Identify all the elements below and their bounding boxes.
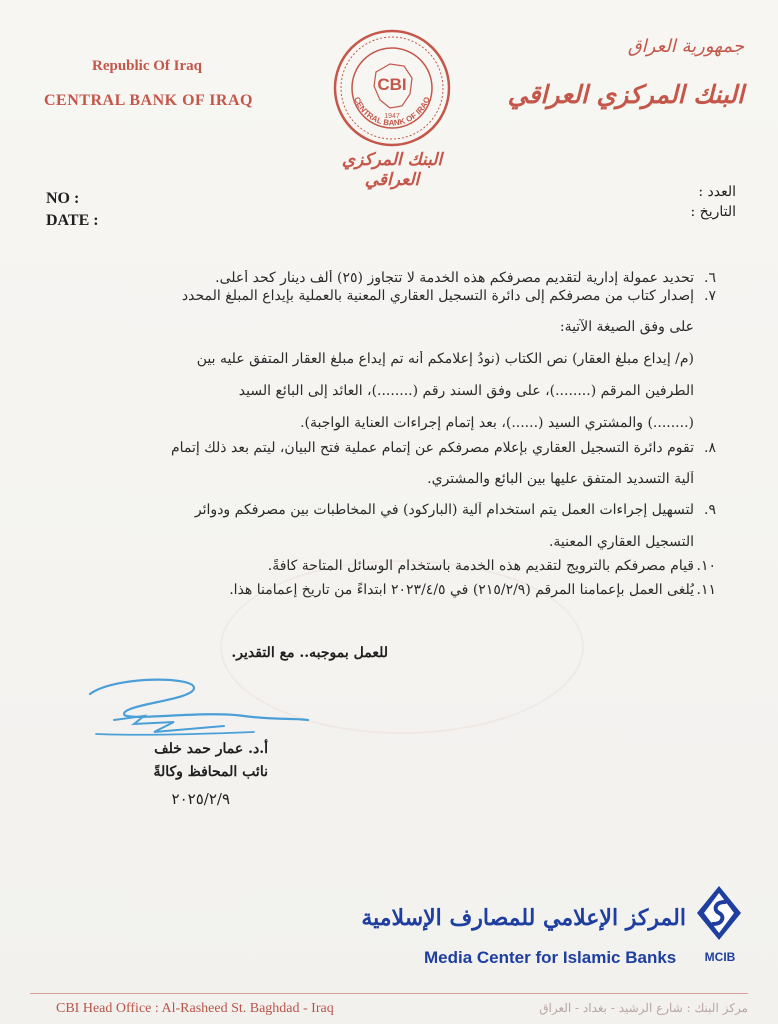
clause-number: ١٠. [696, 558, 716, 574]
number-label-en: NO : [46, 190, 80, 207]
cbi-seal-logo [332, 28, 452, 148]
clause-number: ٧. [704, 288, 716, 304]
mcib-logo-icon [695, 884, 743, 942]
date-label-ar: التاريخ : [690, 204, 736, 220]
signature-date: ٢٠٢٥/٢/٩ [171, 790, 230, 808]
mcib-arabic-name: المركز الإعلامي للمصارف الإسلامية [361, 905, 686, 931]
clause-number: ١١. [696, 582, 716, 598]
date-label-en: DATE : [46, 212, 99, 229]
clause-line: تحديد عمولة إدارية لتقديم مصرفكم هذه الخدمة لا تتجاوز (٢٥) ألف دينار كحد أعلى. [215, 270, 694, 286]
mcib-logo-text: MCIB [704, 950, 736, 964]
seal-center-text: CBI [377, 75, 407, 94]
clause-7 [106, 288, 716, 440]
clause-line: (م/ إيداع مبلغ العقار) نص الكتاب (نودُ إعلامكم أنه تم إيداع مبلغ العقار المتفق عليه بين [196, 351, 694, 367]
header-en-bank: CENTRAL BANK OF IRAQ [44, 92, 253, 109]
clause-10 [106, 558, 716, 582]
footer-address-en: CBI Head Office : Al-Rasheed St. Baghdad - Iraq [56, 1001, 334, 1016]
header-en-republic: Republic Of Iraq [92, 58, 203, 74]
header-ar-republic: جمهورية العراق [627, 36, 744, 57]
clause-line: يُلغى العمل بإعمامنا المرقم (٢١٥/٢/٩) في ٢٠٢٣/٤/٥ ابتداءً من تاريخ إعمامنا هذا. [229, 582, 694, 598]
clause-number: ٨. [704, 440, 716, 456]
clause-line: الطرفين المرقم (........)، على وفق السند رقم (........)، العائد إلى البائع السيد [238, 383, 694, 399]
clause-line: آلية التسديد المتفق عليها بين البائع والمشتري. [427, 471, 694, 487]
clause-line: التسجيل العقاري المعنية. [548, 534, 694, 550]
svg-text:CENTRAL BANK OF IRAQ [352, 96, 432, 128]
clause-line: تقوم دائرة التسجيل العقاري بإعلام مصرفكم عن إتمام عملية فتح البيان، ليتم بعد ذلك إتمام [170, 440, 694, 456]
clause-line: لتسهيل إجراءات العمل يتم استخدام آلية (الباركود) في المخاطبات بين مصرفكم ودوائر [194, 502, 694, 518]
footer-address-ar: مركز البنك : شارع الرشيد - بغداد - العراق [539, 1001, 748, 1015]
clause-number: ٩. [704, 502, 716, 518]
letter-body [106, 270, 716, 598]
seal-year: 1947 [384, 113, 400, 120]
seal-arabic-caption: البنك المركزي العراقي [341, 150, 443, 190]
mcib-english-name: Media Center for Islamic Banks [424, 948, 677, 967]
closing-line: للعمل بموجبه.. مع التقدير. [231, 645, 388, 661]
seal-ring-text: CENTRAL BANK OF IRAQ [352, 95, 432, 128]
header-ar-bank: البنك المركزي العراقي [507, 80, 744, 109]
clause-6 [106, 270, 716, 286]
clause-line: على وفق الصيغة الآتية: [559, 319, 694, 335]
footer-divider [30, 993, 748, 994]
clause-line: إصدار كتاب من مصرفكم إلى دائرة التسجيل العقاري المعنية بالعملية بإيداع المبلغ المحدد [181, 288, 694, 304]
clause-line: قيام مصرفكم بالترويج لتقديم هذه الخدمة باستخدام الوسائل المتاحة كافةً. [267, 558, 694, 574]
signer-title: نائب المحافظ وكالةً [153, 764, 268, 780]
clause-8 [106, 440, 716, 502]
number-label-ar: العدد : [698, 184, 736, 200]
clause-11 [106, 582, 716, 598]
clause-9 [106, 502, 716, 558]
handwritten-signature [84, 674, 314, 744]
signer-name: أ.د. عمار حمد خلف [154, 741, 268, 757]
clause-line: (........) والمشتري السيد (......)، بعد إتمام إجراءات العناية الواجبة). [300, 415, 694, 431]
clause-number: ٦. [704, 270, 716, 286]
